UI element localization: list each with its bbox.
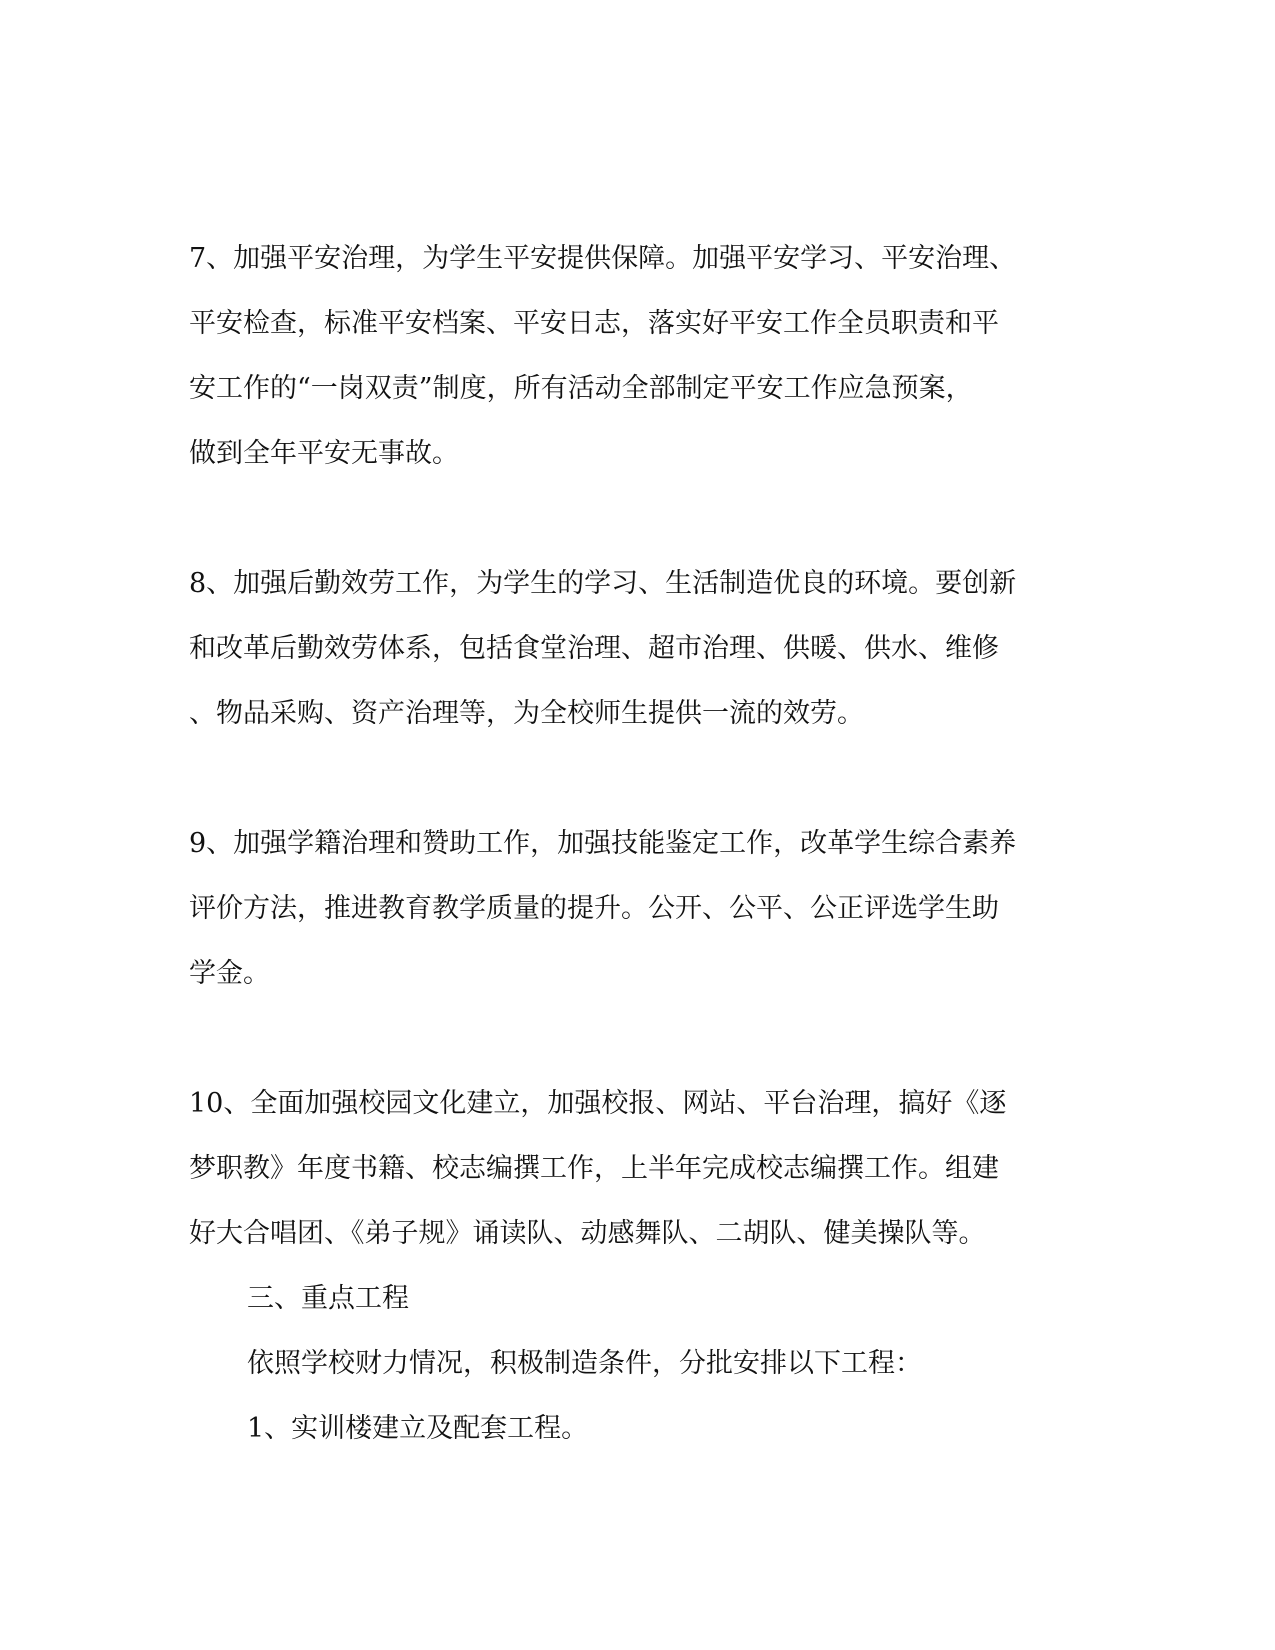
text-line: 7、加强平安治理，为学生平安提供保障。加强平安学习、平安治理、	[189, 243, 1017, 274]
text-line: 评价方法，推进教育教学质量的提升。公开、公平、公正评选学生助	[189, 893, 999, 924]
paragraph-spacer	[189, 746, 1079, 811]
text-line: 安工作的“一岗双责”制度，所有活动全部制定平安工作应急预案，	[189, 373, 973, 404]
document-body	[189, 226, 1079, 1461]
paragraph-item-8	[189, 551, 1079, 746]
text-line: 平安检查，标准平安档案、平安日志，落实好平安工作全员职责和平	[189, 308, 999, 339]
section-heading: 三、重点工程	[247, 1283, 409, 1314]
paragraph-item-9	[189, 811, 1079, 1006]
text-line: 做到全年平安无事故。	[189, 438, 459, 469]
paragraph-spacer	[189, 1006, 1079, 1071]
text-line: 和改革后勤效劳体系，包括食堂治理、超市治理、供暖、供水、维修	[189, 633, 999, 664]
text-line: 学金。	[189, 958, 270, 989]
paragraph-item-10	[189, 1071, 1079, 1266]
section-intro: 依照学校财力情况，积极制造条件，分批安排以下工程：	[247, 1348, 922, 1379]
paragraph-spacer	[189, 486, 1079, 551]
project-item-1: 1、实训楼建立及配套工程。	[247, 1413, 589, 1444]
text-line: 8、加强后勤效劳工作，为学生的学习、生活制造优良的环境。要创新	[189, 568, 1017, 599]
text-line: 梦职教》年度书籍、校志编撰工作，上半年完成校志编撰工作。组建	[189, 1153, 999, 1184]
text-line: 10、全面加强校园文化建立，加强校报、网站、平台治理，搞好《逐	[189, 1088, 1007, 1119]
text-line: 好大合唱团、《弟子规》诵读队、动感舞队、二胡队、健美操队等。	[189, 1218, 986, 1249]
paragraph-item-7	[189, 226, 1079, 486]
text-line: 9、加强学籍治理和赞助工作，加强技能鉴定工作，改革学生综合素养	[189, 828, 1017, 859]
text-line: 、物品采购、资产治理等，为全校师生提供一流的效劳。	[189, 698, 864, 729]
